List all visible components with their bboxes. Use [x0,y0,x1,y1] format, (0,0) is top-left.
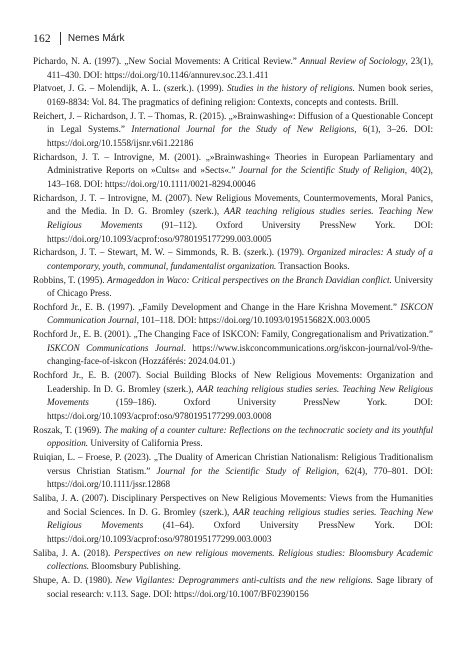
reference-entry: Rochford Jr., E. B. (2001). „The Changing Face of ISKCON: Family, Congregationalism and Privatization.” ISKCON Communications Journal. https://www.iskconcommunications.org/iskcon-journal/vol-9/the-changing-face-of-iskcon (Hozzáférés: 2024.04.01.) [33,329,433,367]
reference-entry: Saliba, J. A. (2007). Disciplinary Perspectives on New Religious Movements: Views from the Humanities and Social Sciences. In D. G. Bromley (szerk.), AAR teaching religious studies series. Teaching New Religious Movements (41–64). Oxford University PressNew York. DOI: https://doi.org/10.1093/acprof:oso/9780195177299.003.0003 [33,493,433,544]
reference-entry: Richardson, J. T. – Introvigne, M. (2007). New Religious Movements, Countermovements, Moral Panics, and the Media. In D. G. Bromley (szerk.), AAR teaching religious studies series. Teaching New Religious Movements (91–112). Oxford University PressNew York. DOI: https://doi.org/10.1093/acprof:oso/9780195177299.003.0005 [33,192,433,244]
reference-entry: Robbins, T. (1995). Armageddon in Waco: Critical perspectives on the Branch Davidian conflict. University of Chicago Press. [33,274,433,299]
reference-entry: Ruiqian, L. – Froese, P. (2023). „The Duality of American Christian Nationalism: Religious Traditionalism versus Christian Statism.” Journal for the Scientific Study of Religion, 62(4), 770–801. DOI: https://doi.org/10.1111/jssr.12868 [33,452,433,490]
running-author: Nemes Márk [67,33,125,44]
reference-entry: Platvoet, J. G. – Molendijk, A. L. (szerk.). (1999). Studies in the history of religions. Numen book series, 0169-8834: Vol. 84. The pragmatics of defining religion: Contexts, concepts and contests. Brill. [33,83,433,107]
reference-list [33,55,433,601]
reference-entry: Richardson, J. T. – Stewart, M. W. – Simmonds, R. B. (szerk.). (1979). Organized miracles: A study of a contemporary, youth, communal, fundamentalist organization. Transaction Books. [33,247,433,271]
page-number: 162 [33,32,51,45]
reference-entry: Richardson, J. T. – Introvigne, M. (2001). „»Brainwashing« Theories in European Parliamentary and Administrative Reports on »Cults« and »Sects«.” Journal for the Scientific Study of Religion, 40(2), 143–168. DOI: https://doi.org/10.1111/0021-8294.00046 [33,151,433,189]
reference-entry: Pichardo, N. A. (1997). „New Social Movements: A Critical Review.” Annual Review of Sociology, 23(1), 411–430. DOI: https://doi.org/10.1146/annurev.soc.23.1.411 [33,56,433,80]
reference-entry: Rochford Jr., E. B. (2007). Social Building Blocks of New Religious Movements: Organization and Leadership. In D. G. Bromley (szerk.), AAR teaching religious studies series. Teaching New Religious Movements (159–186). Oxford University PressNew York. DOI: https://doi.org/10.1093/acprof:oso/9780195177299.003.0008 [33,370,433,422]
reference-entry: Reichert, J. – Richardson, J. T. – Thomas, R. (2015). „»Brainwashing«: Diffusion of a Questionable Concept in Legal Systems.” International Journal for the Study of New Religions, 6(1), 3–26. DOI: https://doi.org/10.1558/ijsnr.v6i1.22186 [33,110,433,148]
reference-entry: Saliba, J. A. (2018). Perspectives on new religious movements. Religious studies: Bloomsbury Academic collections. Bloomsbury Publishing. [33,547,433,572]
running-header [33,32,125,45]
reference-entry: Shupe, A. D. (1980). New Vigilantes: Deprogrammers anti-cultists and the new religions. Sage library of social research: v.113. Sage. DOI: https://doi.org/10.1007/BF02390156 [33,574,433,599]
reference-entry: Rochford Jr., E. B. (1997). „Family Development and Change in the Hare Krishna Movement.” ISKCON Communication Journal, 101–118. DOI: https://doi.org/10.1093/019515682X.003.0005 [33,301,433,326]
reference-entry: Roszak, T. (1969). The making of a counter culture: Reflections on the technocratic society and its youthful opposition. University of California Press. [33,424,433,449]
header-divider [60,32,61,45]
